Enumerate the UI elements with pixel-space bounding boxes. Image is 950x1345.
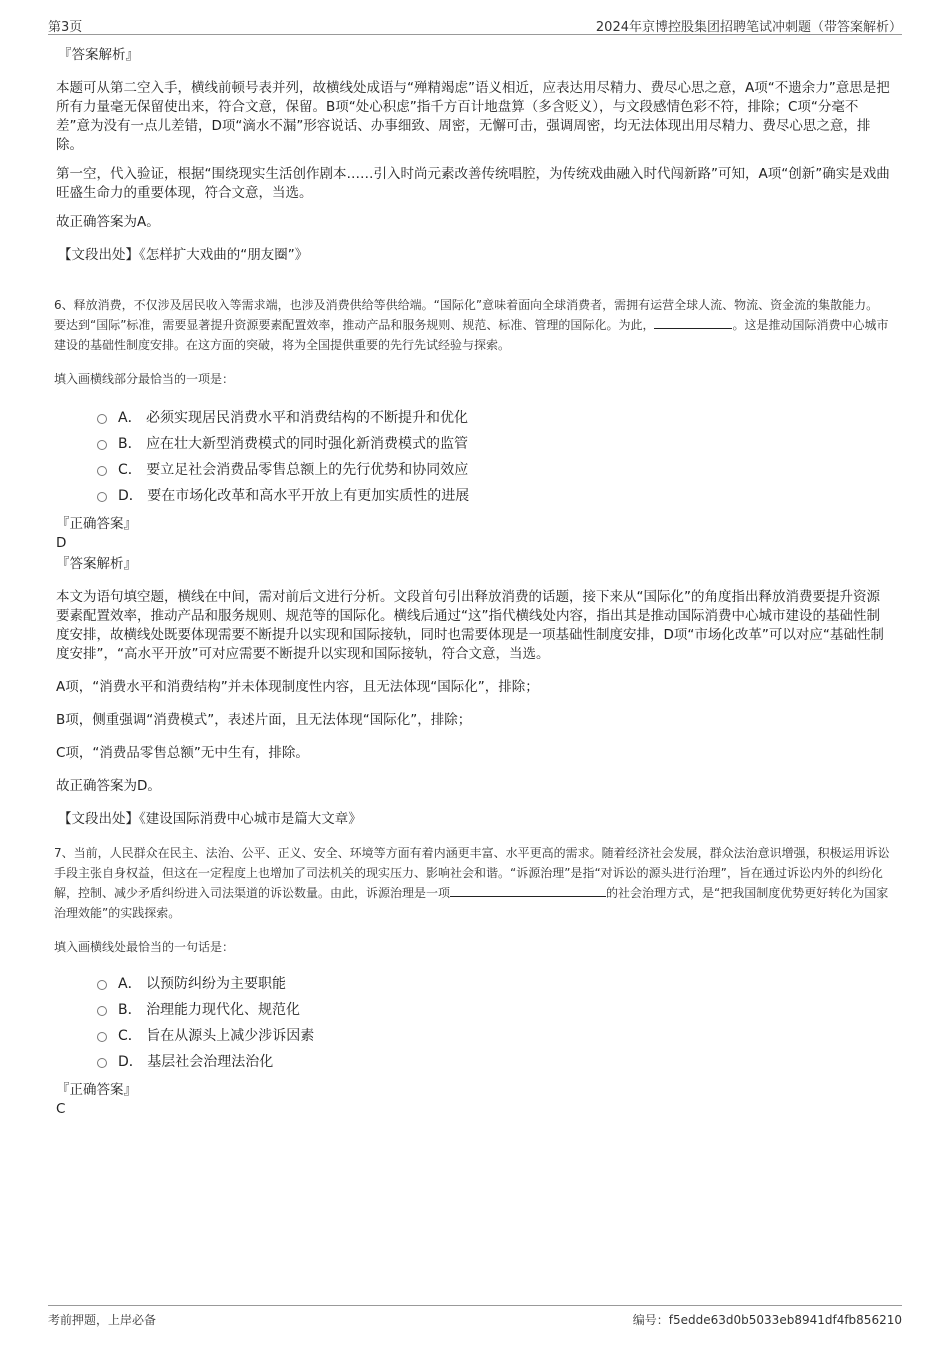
question-prompt: 填入画横线处最恰当的一句话是：	[54, 940, 235, 954]
option-text: 以预防纠纷为主要职能	[146, 976, 287, 992]
option-explanation: C项，“消费品零售总额”无中生有，排除。	[56, 745, 309, 761]
option-key: D．	[118, 488, 143, 504]
stem-text: 6、释放消费，不仅涉及居民收入等需求端，也涉及消费供给等供给端。“国际化”意味着面向全球消费者，需拥有运营全球人流、物流、资金流的集散能力。要达到“国际”标准，需要显著提升资源要素配置效率，推动产品和服务规则、规范、标准、管理的国际化。为此，	[54, 298, 879, 332]
option-a[interactable]	[56, 405, 890, 431]
answer-analysis-label: 『答案解析』	[58, 47, 139, 63]
radio-icon[interactable]	[97, 414, 107, 424]
correct-answer: C	[56, 1101, 66, 1117]
fill-blank	[450, 896, 606, 897]
question-prompt: 填入画横线部分最恰当的一项是：	[54, 372, 235, 386]
source-citation: 【文段出处】《建设国际消费中心城市是篇大文章》	[58, 811, 362, 827]
option-list	[56, 405, 890, 509]
radio-icon[interactable]	[97, 440, 107, 450]
option-text: 要立足社会消费品零售总额上的先行优势和协同效应	[146, 462, 469, 478]
document-title: 2024年京博控股集团招聘笔试冲刺题（带答案解析）	[595, 20, 902, 35]
footer-slogan: 考前押题，上岸必备	[48, 1313, 157, 1327]
conclusion: 故正确答案为D。	[56, 778, 161, 794]
page-header	[48, 16, 902, 35]
option-key: A．	[118, 410, 142, 426]
answer-analysis-label: 『答案解析』	[56, 556, 137, 572]
radio-icon[interactable]	[97, 1032, 107, 1042]
option-text: 应在壮大新型消费模式的同时强化新消费模式的监管	[146, 436, 469, 452]
page-footer	[48, 1305, 902, 1327]
radio-icon[interactable]	[97, 492, 107, 502]
correct-answer: D	[56, 535, 67, 551]
radio-icon[interactable]	[97, 1058, 107, 1068]
option-d[interactable]	[56, 1049, 890, 1075]
correct-answer-label: 『正确答案』	[56, 1082, 137, 1098]
document-id: 编号：f5edde63d0b5033eb8941df4fb856210	[632, 1313, 902, 1327]
option-text: 旨在从源头上减少涉诉因素	[146, 1028, 315, 1044]
option-c[interactable]	[56, 457, 890, 483]
option-b[interactable]	[56, 997, 890, 1023]
stem-text: 7、当前，人民群众在民主、法治、公平、正义、安全、环境等方面有着内涵更丰富、水平更高的需求。随着经济社会发展，群众法治意识增强，积极运用诉讼手段主张自身权益，但这在一定程度上也增加了司法机关的现实压力、影响社会和谐。“诉源治理”是指“对诉讼的源头进行治理”，旨在通过诉讼内外的纠纷化解，控制、减少矛盾纠纷进入司法渠道的诉讼数量。由此，诉源治理是一项	[54, 846, 890, 900]
analysis-paragraph: 本文为语句填空题，横线在中间，需对前后文进行分析。文段首句引出释放消费的话题，接下来从“国际化”的角度指出释放消费要提升资源要素配置效率，推动产品和服务规则、规范等的国际化。横线后通过“这”指代横线处内容，指出其是推动国际消费中心城市建设的基础性制度安排，故横线处既要体现需要不断提升以实现和国际接轨，同时也需要体现是一项基础性制度安排，D项“市场化改革”可以对应“基础性制度安排”，“高水平开放”可对应需要不断提升以实现和国际接轨，符合文意，当选。	[56, 589, 884, 662]
analysis-paragraph: 第一空，代入验证，根据“围绕现实生活创作剧本……引入时尚元素改善传统唱腔，为传统戏曲融入时代闯新路”可知，A项“创新”确实是戏曲旺盛生命力的重要体现，符合文意，当选。	[56, 166, 890, 201]
question-7	[56, 843, 890, 1119]
option-text: 要在市场化改革和高水平开放上有更加实质性的进展	[147, 488, 470, 504]
radio-icon[interactable]	[97, 980, 107, 990]
option-a[interactable]	[56, 971, 890, 997]
option-d[interactable]	[56, 483, 890, 509]
option-c[interactable]	[56, 1023, 890, 1049]
question-stem	[54, 843, 890, 923]
page-number: 第3页	[48, 20, 83, 35]
radio-icon[interactable]	[97, 1006, 107, 1016]
page-content	[56, 46, 890, 1119]
question-6	[56, 295, 890, 829]
option-key: D．	[118, 1054, 143, 1070]
option-key: C．	[118, 1028, 142, 1044]
option-list	[56, 971, 890, 1075]
option-b[interactable]	[56, 431, 890, 457]
option-text: 必须实现居民消费水平和消费结构的不断提升和优化	[146, 410, 469, 426]
option-text: 治理能力现代化、规范化	[146, 1002, 301, 1018]
stem-text: 的社会治理方式，是“把我国制度优势更好转化为国家治理效能”的实践探索。	[54, 886, 889, 920]
analysis-paragraph: 本题可从第二空入手，横线前顿号表并列，故横线处成语与“殚精竭虑”语义相近，应表达用尽精力、费尽心思之意，A项“不遗余力”意思是把所有力量毫无保留使出来，符合文意，保留。B项“处心积虑”指千方百计地盘算（多含贬义），与文段感情色彩不符，排除；C项“分毫不差”意为没有一点儿差错，D项“滴水不漏”形容说话、办事细致、周密，无懈可击，强调周密，均无法体现出用尽精力、费尽心思之意，排除。	[56, 80, 890, 153]
option-key: A．	[118, 976, 142, 992]
option-explanation: B项，侧重强调“消费模式”，表述片面，且无法体现“国际化”，排除；	[56, 712, 472, 728]
correct-answer-label: 『正确答案』	[56, 516, 137, 532]
option-text: 基层社会治理法治化	[147, 1054, 274, 1070]
option-explanation: A项，“消费水平和消费结构”并未体现制度性内容，且无法体现“国际化”，排除；	[56, 679, 539, 695]
conclusion: 故正确答案为A。	[56, 214, 160, 230]
question-stem	[54, 295, 890, 355]
source-citation: 【文段出处】《怎样扩大戏曲的“朋友圈”》	[58, 247, 309, 263]
fill-blank	[654, 328, 732, 329]
option-key: B．	[118, 1002, 142, 1018]
option-key: B．	[118, 436, 142, 452]
radio-icon[interactable]	[97, 466, 107, 476]
option-key: C．	[118, 462, 142, 478]
stem-text: 。这是推动国际消费中心城市建设的基础性制度安排。在这方面的突破，将为全国提供重要的先行先试经验与探索。	[54, 318, 889, 352]
